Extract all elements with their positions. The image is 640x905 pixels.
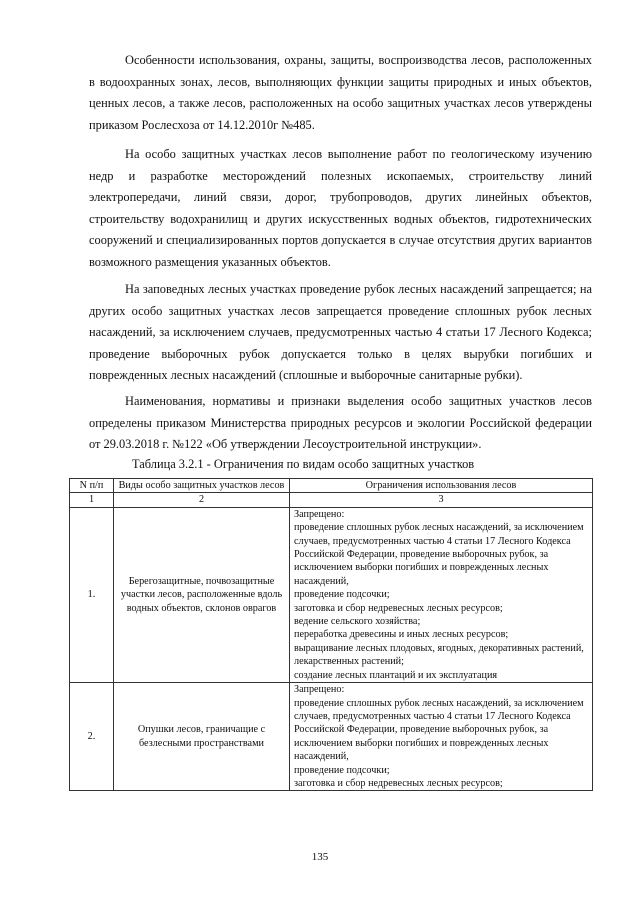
header-area-type: Виды особо защитных участков лесов [114, 479, 290, 493]
table-row [70, 683, 593, 791]
paragraph-norms-reference: Наименования, нормативы и признаки выделения особо защитных участков лесов определены приказом Министерства природных ресурсов и экологии Российской федерации от 29.03.2018 г. №122 «Об утверждении Лесоустроительной инструкции». [89, 394, 592, 451]
page-number: 135 [311, 851, 329, 863]
row-area-type: Опушки лесов, граничащие с безлесными пространствами [114, 683, 290, 791]
row-area-type: Берегозащитные, почвозащитные участки лесов, расположенные вдоль водных объектов, склонов оврагов [114, 507, 290, 682]
paragraph-construction-rules: На особо защитных участках лесов выполнение работ по геологическому изучению недр и разработке месторождений полезных ископаемых, строительству линий электропередачи, линий связи, дорог, трубопроводов, других линейных объектов, строительству водохранилищ и других искусственных водных объектов, гидротехнических сооружений и специализированных портов допускается в случае отсутствия других вариантов возможного размещения указанных объектов. [89, 147, 592, 269]
table-row [70, 507, 593, 682]
restriction-line: создание лесных плантаций и их эксплуатация [294, 669, 498, 681]
restriction-line: проведение сплошных рубок лесных насаждений, за исключением случаев, предусмотренных частью 4 статьи 17 Лесного Кодекса Российской Федерации, проведение выборочных рубок, за исключением выборки погибших и поврежденных лесных насаждений, [294, 697, 584, 763]
row-restrictions [290, 683, 593, 791]
paragraph-felling-rules: На заповедных лесных участках проведение рубок лесных насаждений запрещается; на других особо защитных участках лесов запрещается проведение сплошных рубок лесных насаждений, за исключением случаев, предусмотренных частью 4 статьи 17 Лесного Кодекса; проведение выборочных рубок допускается только в целях вырубки погибших и поврежденных лесных насаждений (сплошные и выборочные санитарные рубки). [89, 282, 592, 382]
restriction-line: Запрещено: [294, 508, 345, 520]
column-number-2: 2 [114, 493, 290, 507]
restriction-line: Запрещено: [294, 684, 345, 696]
row-number: 1. [70, 507, 114, 682]
row-number: 2. [70, 683, 114, 791]
restrictions-table [69, 478, 593, 791]
table-column-numbers-row [70, 493, 593, 507]
restriction-line: переработка древесины и иных лесных ресурсов; [294, 629, 509, 641]
table-caption: Таблица 3.2.1 - Ограничения по видам особо защитных участков [132, 457, 475, 471]
restriction-line: заготовка и сбор недревесных лесных ресурсов; [294, 602, 503, 614]
restriction-line: проведение сплошных рубок лесных насаждений, за исключением случаев, предусмотренных частью 4 статьи 17 Лесного Кодекса Российской Федерации, проведение выборочных рубок, за исключением выборки погибших и поврежденных лесных насаждений, [294, 522, 584, 587]
restriction-line: заготовка и сбор недревесных лесных ресурсов; [294, 777, 503, 789]
header-number: N п/п [70, 479, 114, 493]
column-number-1: 1 [70, 493, 114, 507]
paragraph-regulations: Особенности использования, охраны, защиты, воспроизводства лесов, расположенных в водоохранных зонах, лесов, выполняющих функции защиты природных и иных объектов, ценных лесов, а также лесов, расположенных на особо защитных участках лесов утверждены приказом Рослесхоза от 14.12.2010г №485. [89, 53, 592, 132]
restriction-line: проведение подсочки; [294, 764, 390, 776]
restriction-line: проведение подсочки; [294, 589, 390, 601]
table-header-row [70, 479, 593, 493]
column-number-3: 3 [290, 493, 593, 507]
restriction-line: выращивание лесных плодовых, ягодных, декоративных растений, лекарственных растений; [294, 642, 584, 668]
row-restrictions [290, 507, 593, 682]
restriction-line: ведение сельского хозяйства; [294, 616, 421, 628]
header-restrictions: Ограничения использования лесов [290, 479, 593, 493]
